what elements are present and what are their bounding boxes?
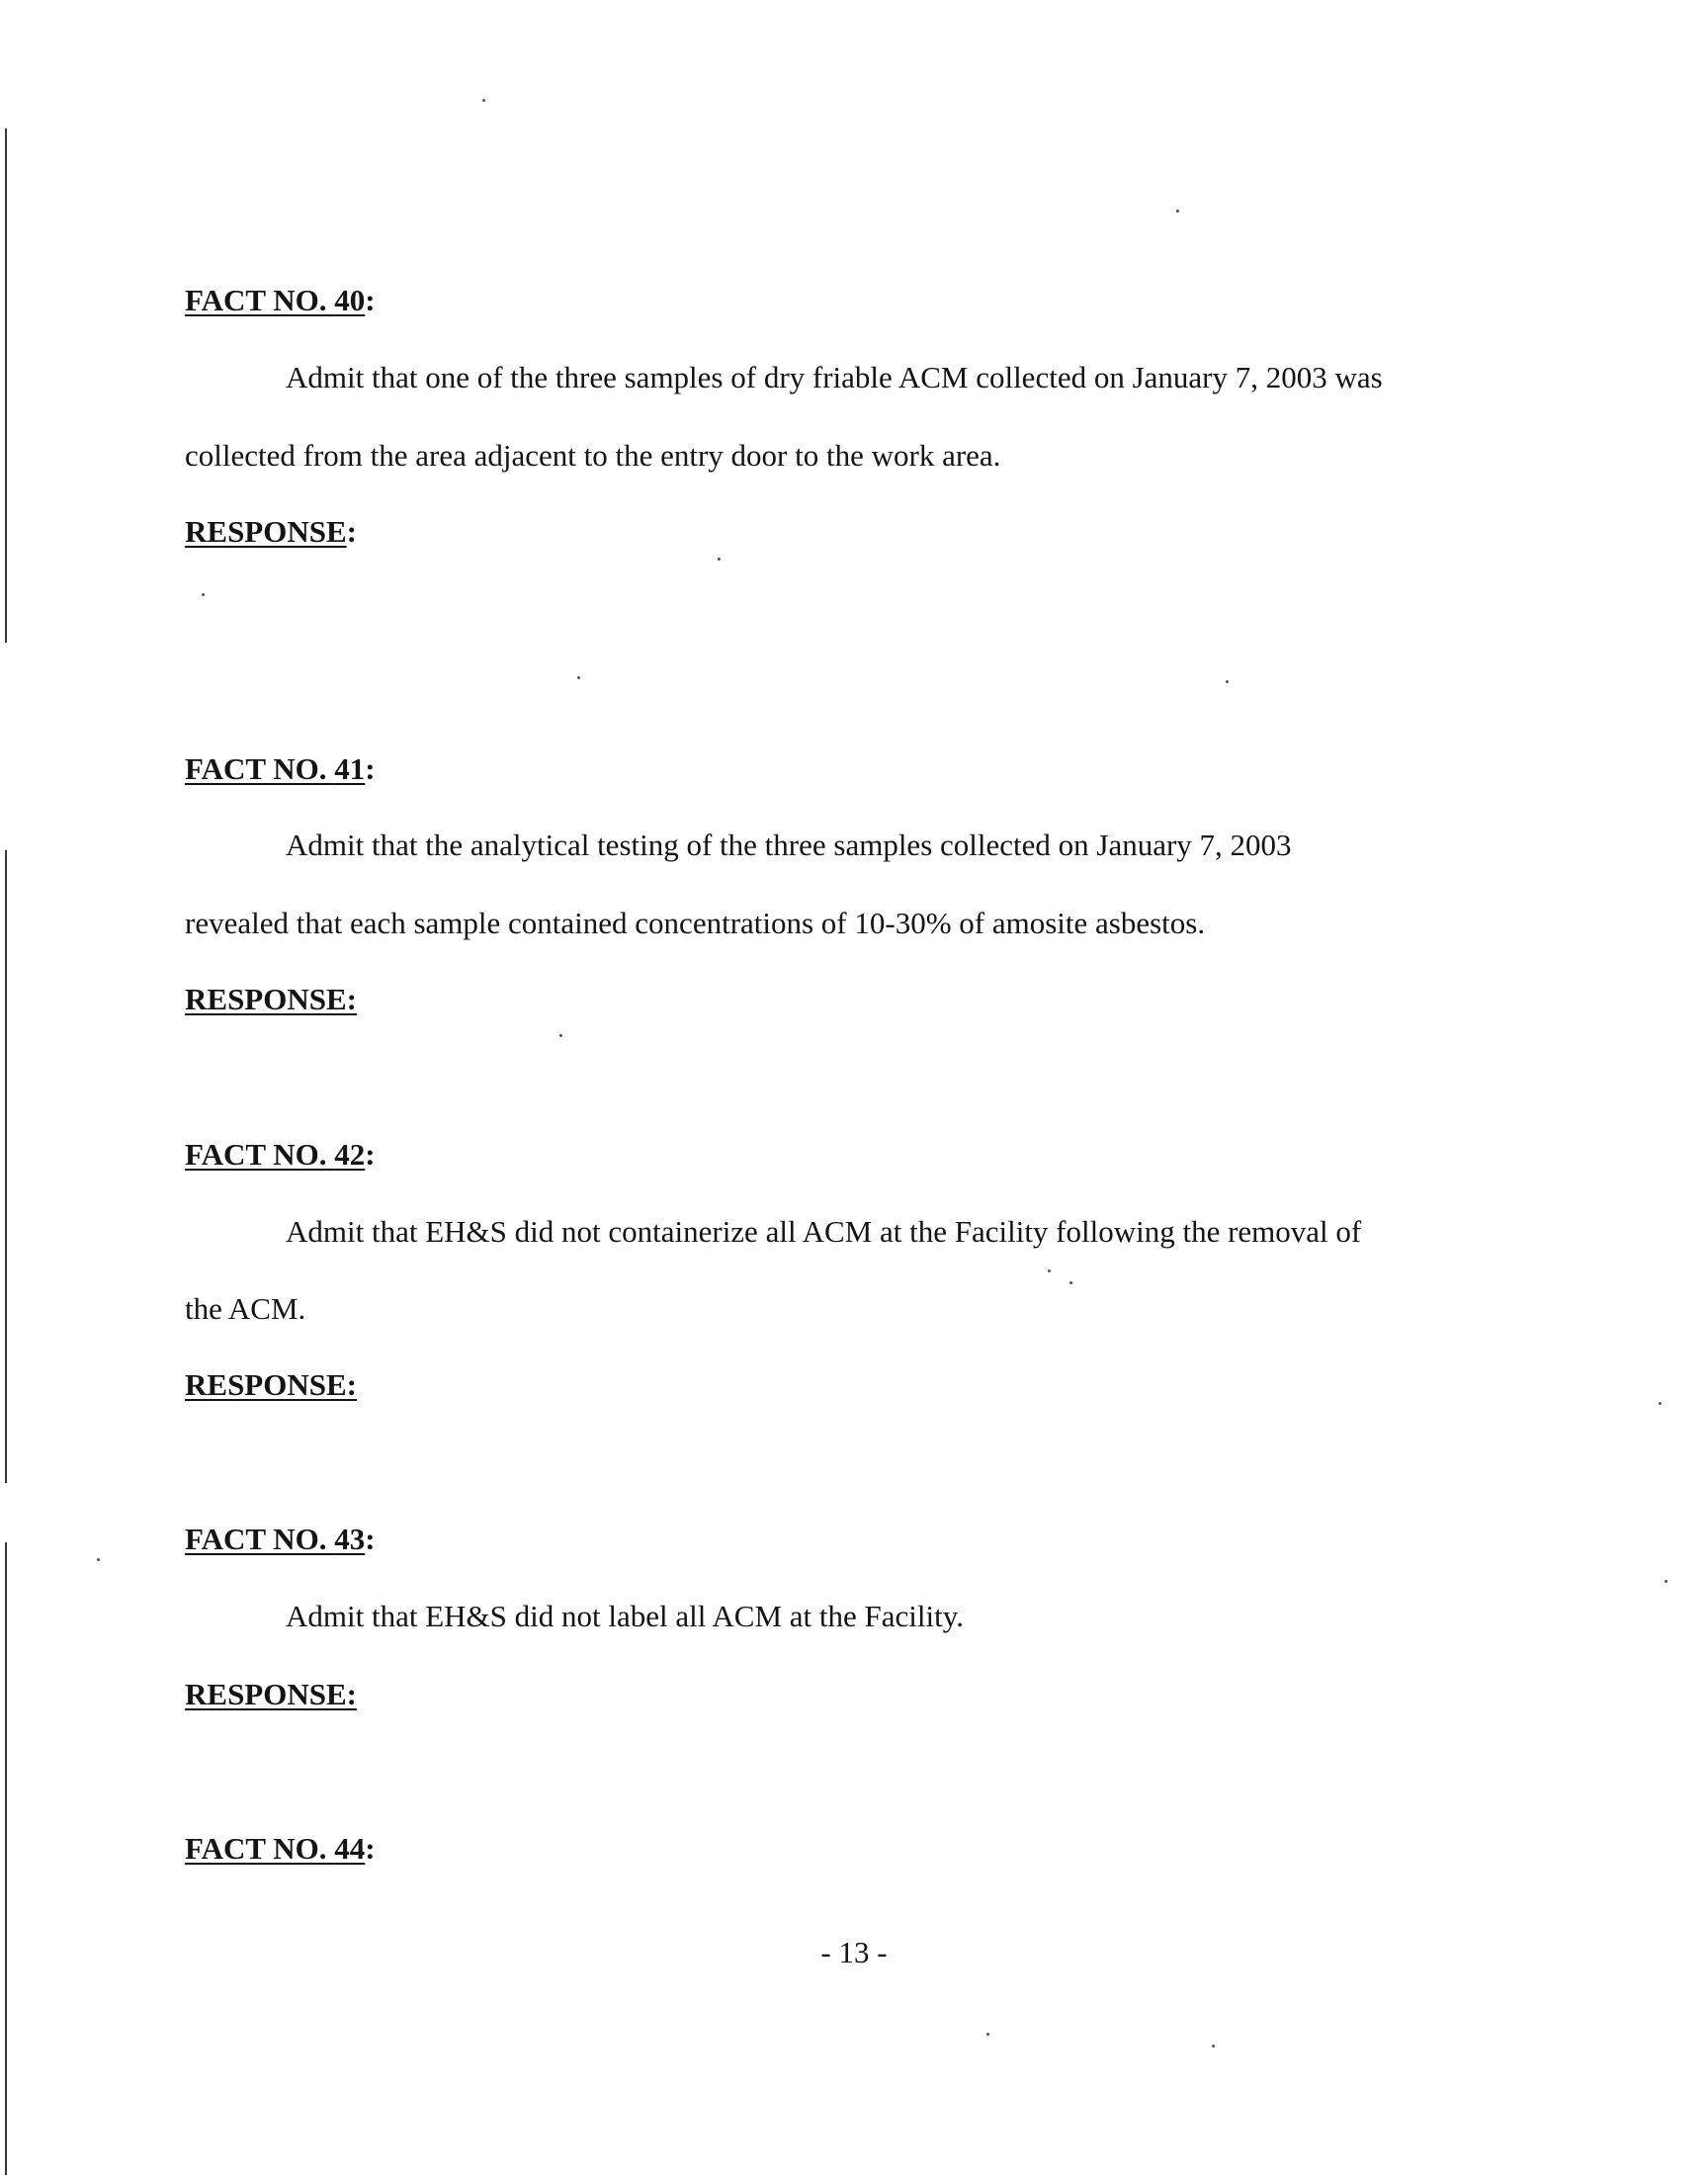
scan-speck (1048, 1269, 1051, 1272)
scan-speck (1069, 1281, 1072, 1284)
scan-speck (1659, 1402, 1662, 1405)
scan-speck (986, 2033, 989, 2036)
fact-text-line: revealed that each sample contained concentrations of 10-30% of amosite asbestos. (185, 906, 1206, 940)
scan-edge-line (5, 129, 7, 643)
scan-edge-line (5, 850, 7, 1483)
response-heading: RESPONSE: (185, 1367, 357, 1402)
scan-speck (577, 676, 580, 679)
page-number: - 13 - (820, 1935, 888, 1969)
fact-heading: FACT NO. 43: (185, 1522, 376, 1556)
scan-speck (1212, 2045, 1215, 2048)
fact-text-line: Admit that EH&S did not label all ACM at the Facility. (286, 1599, 964, 1633)
fact-heading: FACT NO. 42: (185, 1137, 376, 1172)
scan-speck (97, 1558, 100, 1561)
response-heading: RESPONSE: (185, 1677, 357, 1711)
fact-text-line: the ACM. (185, 1291, 306, 1326)
fact-heading: FACT NO. 41: (185, 751, 376, 786)
scan-speck (718, 558, 721, 561)
scan-speck (1176, 210, 1179, 213)
scan-speck (482, 99, 485, 102)
scan-speck (559, 1034, 562, 1037)
fact-text-line: Admit that one of the three samples of dry friable ACM collected on January 7, 2003 was (286, 360, 1383, 394)
scan-edge-line (5, 1542, 7, 2175)
fact-heading: FACT NO. 44: (185, 1831, 376, 1866)
response-heading: RESPONSE: (185, 514, 357, 549)
fact-text-line: collected from the area adjacent to the entry door to the work area. (185, 438, 1001, 473)
scan-speck (1665, 1580, 1667, 1583)
scan-speck (202, 593, 205, 596)
fact-text-line: Admit that EH&S did not containerize all ACM at the Facility following the removal of (286, 1214, 1362, 1249)
fact-heading: FACT NO. 40: (185, 283, 376, 317)
fact-text-line: Admit that the analytical testing of the three samples collected on January 7, 2003 (286, 828, 1292, 862)
response-heading: RESPONSE: (185, 982, 357, 1016)
scan-speck (1226, 680, 1229, 683)
